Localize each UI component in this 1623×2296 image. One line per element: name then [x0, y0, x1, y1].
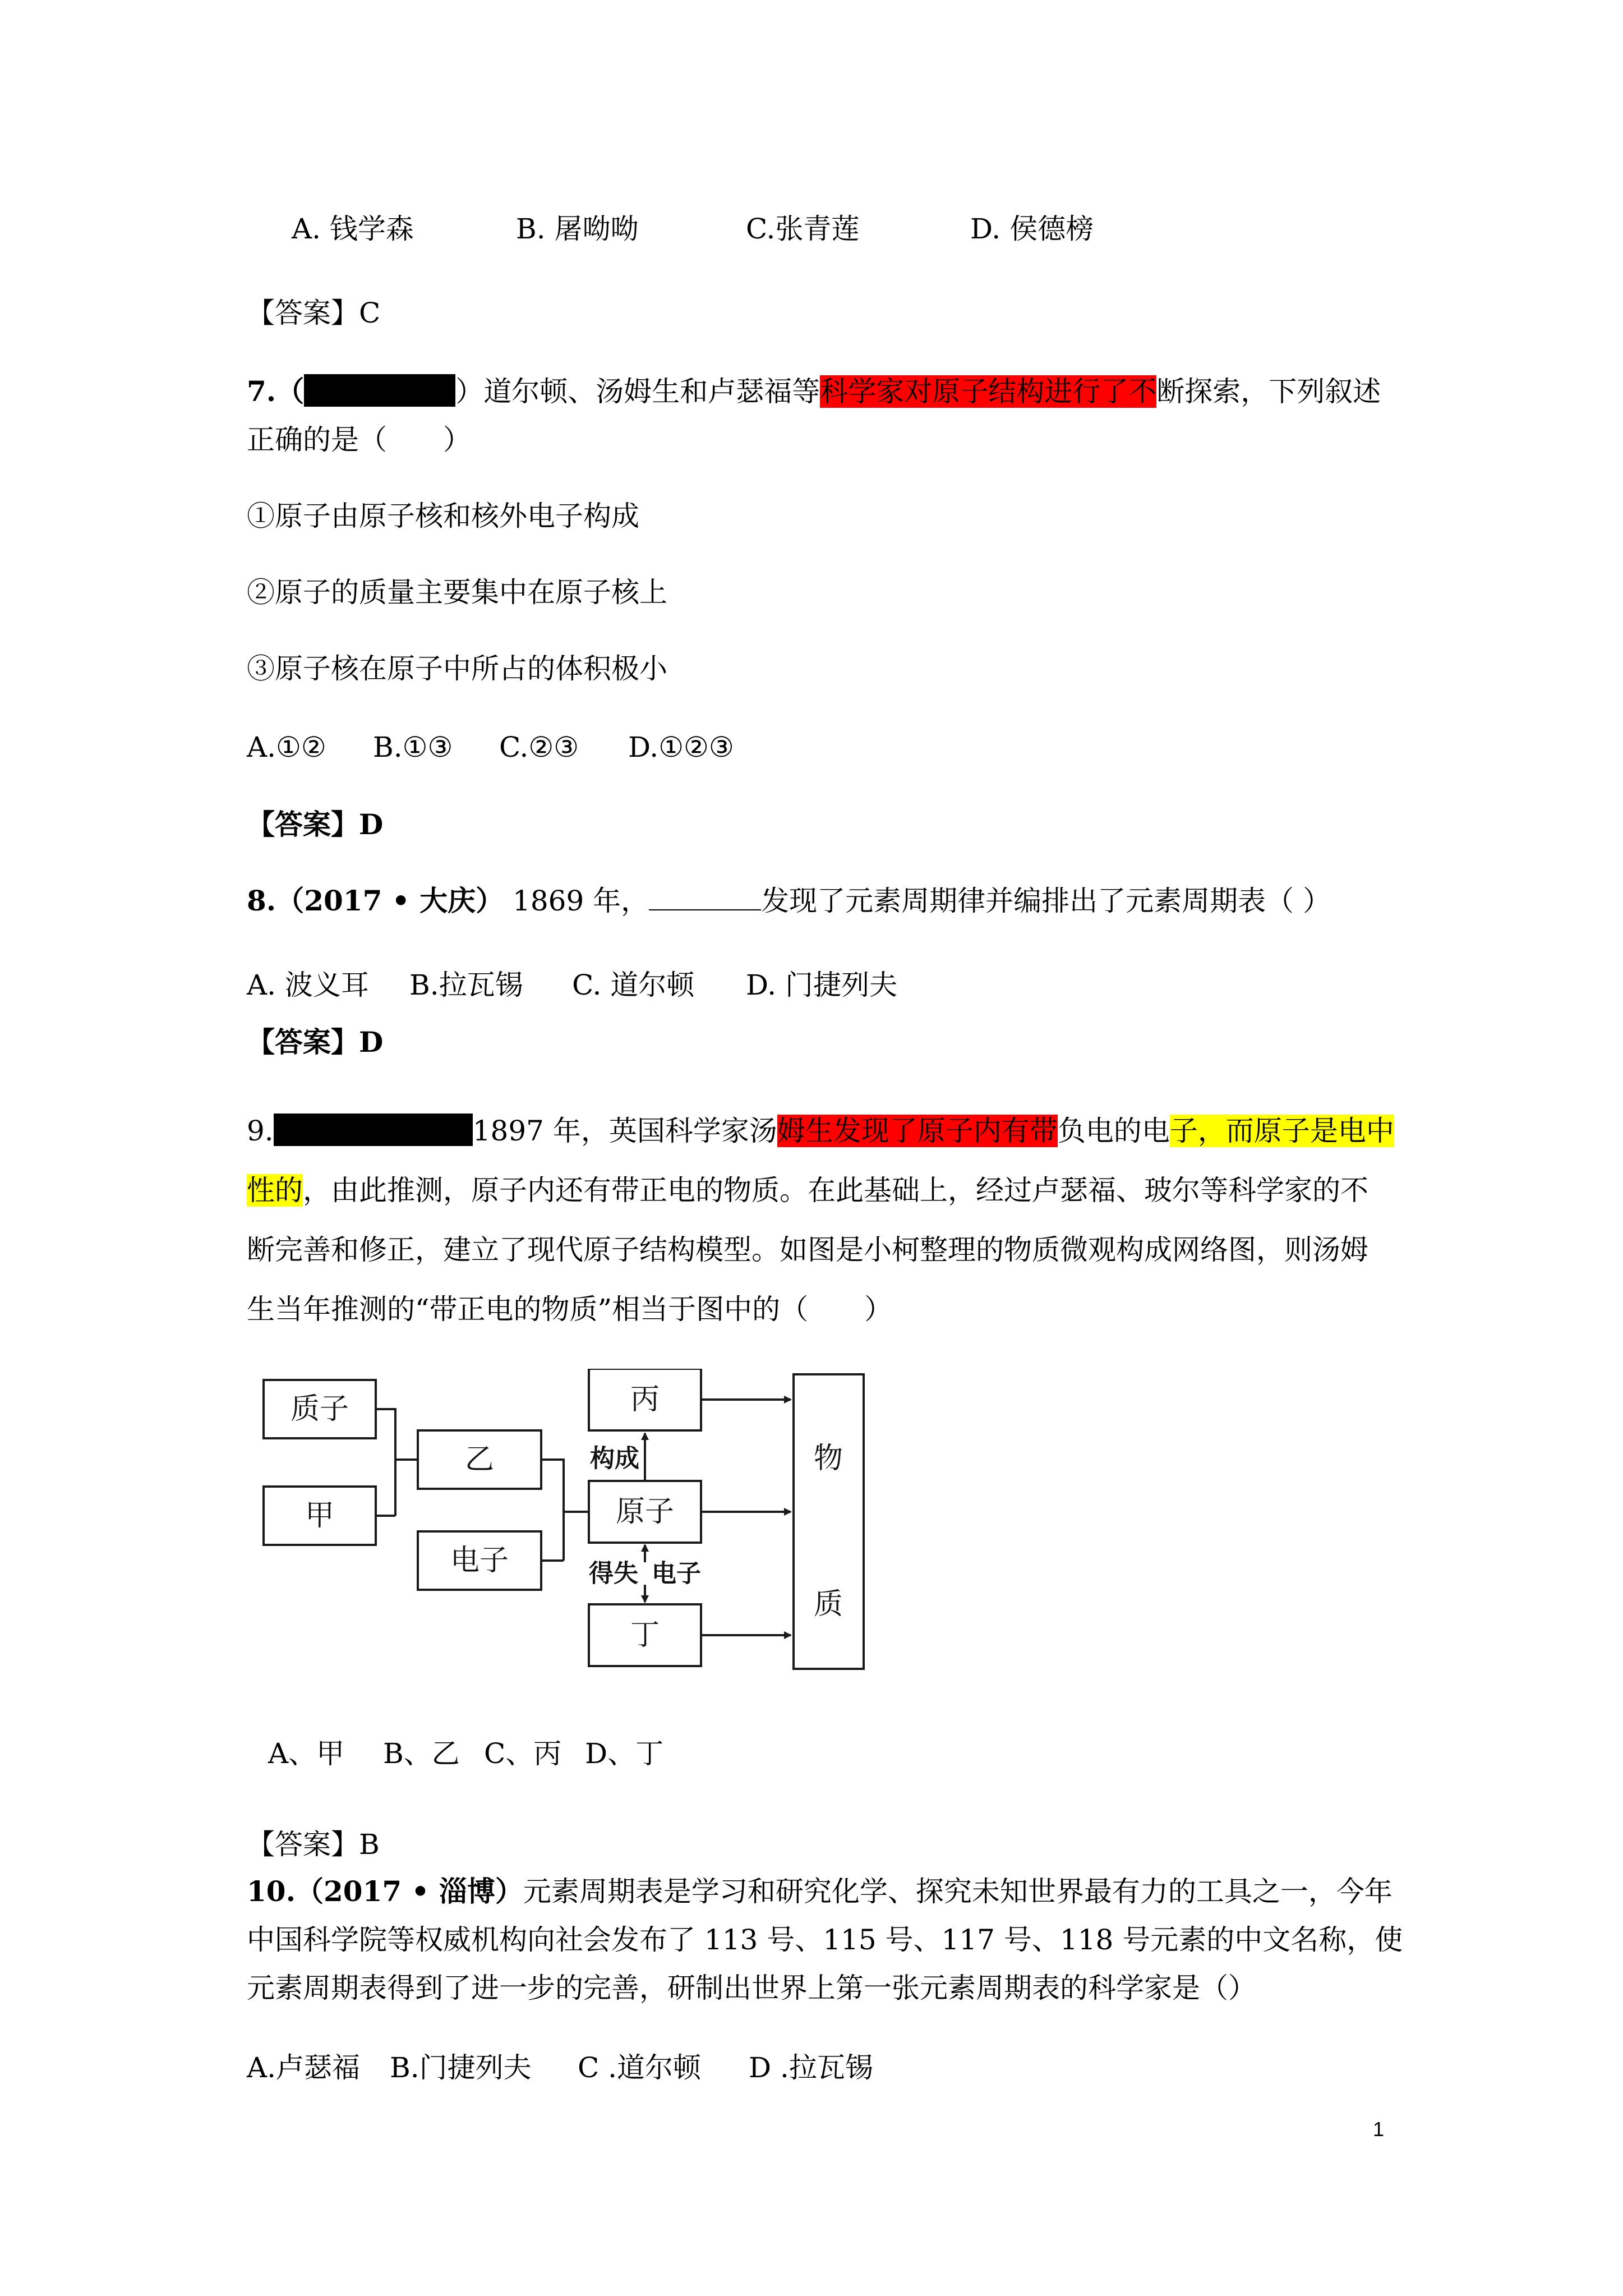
q9-text2: 负电的电 [1057, 1115, 1170, 1147]
q9-option-b: B、乙 [383, 1737, 460, 1770]
q6-option-a: A. 钱学森 [292, 213, 414, 245]
q7-item-3: ③原子核在原子中所占的体积极小 [247, 652, 667, 685]
redaction-box [274, 1114, 473, 1146]
label-ding: 丁 [630, 1618, 660, 1652]
q7-text-rest: 断探索，下列叙述 [1156, 375, 1381, 408]
q7-item-1: ①原子由原子核和核外电子构成 [247, 500, 639, 532]
page-number: 1 [1373, 2118, 1385, 2141]
q9-text1: 1897 年，英国科学家汤 [472, 1115, 777, 1147]
q9-line4: 生当年推测的“带正电的物质”相当于图中的（ ） [247, 1293, 893, 1326]
q8-option-c: C. 道尔顿 [572, 969, 695, 1001]
q8-option-a: A. 波义耳 [247, 969, 369, 1001]
label-electron: 电子 [450, 1544, 509, 1577]
fill-blank [649, 887, 761, 910]
q10-option-b: B.门捷列夫 [390, 2051, 532, 2084]
q10-text1: 元素周期表是学习和研究化学、探究未知世界最有力的工具之一，今年 [523, 1875, 1393, 1908]
q10-line2: 中国科学院等权威机构向社会发布了 113 号、115 号、117 号、118 号元素的中文名称，使 [247, 1924, 1403, 1956]
label-bing: 丙 [630, 1383, 660, 1416]
q6-option-d: D. 侯德榜 [970, 213, 1094, 245]
q7-options [247, 729, 734, 765]
highlight-yellow-2: 性的 [247, 1174, 303, 1207]
q7-option-b: B.①③ [373, 731, 453, 763]
label-matter-2: 质 [813, 1588, 843, 1621]
q10-option-d: D .拉瓦锡 [749, 2051, 873, 2084]
q10-prefix: 10.（2017 • 淄博） [247, 1875, 523, 1908]
q7-answer: 【答案】D [247, 808, 384, 841]
q7-text: ）道尔顿、汤姆生和卢瑟福等 [455, 375, 820, 408]
q8-text1: 1869 年， [513, 885, 649, 917]
q9-option-d: D、丁 [585, 1737, 664, 1770]
q8-options [247, 967, 897, 1003]
q7-number: 7.（ [247, 375, 305, 408]
q7-item-2: ②原子的质量主要集中在原子核上 [247, 576, 667, 609]
q8-prefix: 8.（2017 • 大庆） [247, 884, 504, 917]
label-proton: 质子 [290, 1392, 349, 1426]
label-atom: 原子 [615, 1495, 675, 1529]
q9-option-c: C、丙 [484, 1737, 562, 1770]
q9-answer: 【答案】B [247, 1828, 380, 1861]
q9-number: 9. [247, 1115, 274, 1147]
q8-line [247, 883, 1331, 919]
q9-line2 [247, 1172, 1368, 1208]
connector-proton-jia [376, 1409, 418, 1516]
label-electron-small: 电子 [652, 1559, 701, 1588]
label-matter-1: 物 [813, 1442, 843, 1475]
q8-option-b: B.拉瓦锡 [409, 969, 523, 1001]
q10-option-a: A.卢瑟福 [247, 2051, 361, 2084]
label-compose: 构成 [590, 1444, 639, 1473]
box-matter [794, 1374, 864, 1669]
q6-answer: 【答案】C [247, 297, 381, 329]
q8-option-d: D. 门捷列夫 [746, 969, 898, 1001]
q9-line3: 断完善和修正，建立了现代原子结构模型。如图是小柯整理的物质微观构成网络图，则汤姆 [247, 1234, 1368, 1266]
q6-option-b: B. 屠呦呦 [516, 213, 639, 245]
q6-options [292, 211, 1094, 247]
q7-option-c: C.②③ [499, 731, 579, 763]
q8-text2: 发现了元素周期律并编排出了元素周期表（ ） [761, 885, 1331, 917]
connector-yi-electron [541, 1460, 589, 1561]
redaction-box [304, 374, 455, 407]
q10-line1 [247, 1874, 1393, 1910]
q7-line1 [247, 374, 1381, 409]
highlight-red: 科学家对原子结构进行了不 [820, 375, 1157, 408]
label-yi: 乙 [464, 1443, 495, 1476]
q7-line2: 正确的是（ ） [247, 424, 471, 456]
q10-option-c: C .道尔顿 [578, 2051, 702, 2084]
highlight-red: 姆生发现了原子内有带 [777, 1115, 1058, 1147]
q6-option-c: C.张青莲 [746, 213, 860, 245]
q9-text3: ，由此推测，原子内还有带正电的物质。在此基础上，经过卢瑟福、玻尔等科学家的不 [303, 1174, 1368, 1207]
q9-options [268, 1736, 663, 1772]
label-jia: 甲 [305, 1499, 335, 1533]
label-gain-lose: 得失 [589, 1559, 638, 1588]
q7-option-a: A.①② [247, 731, 326, 763]
matter-structure-diagram [258, 1369, 886, 1683]
q9-line1 [247, 1113, 1394, 1149]
highlight-yellow: 子，而原子是电中 [1169, 1115, 1394, 1147]
q10-options [247, 2050, 873, 2086]
q9-option-a: A、甲 [268, 1737, 345, 1770]
q7-option-d: D.①②③ [628, 731, 734, 763]
q10-line3: 元素周期表得到了进一步的完善，研制出世界上第一张元素周期表的科学家是（） [247, 1972, 1256, 2004]
q8-answer: 【答案】D [247, 1025, 384, 1059]
